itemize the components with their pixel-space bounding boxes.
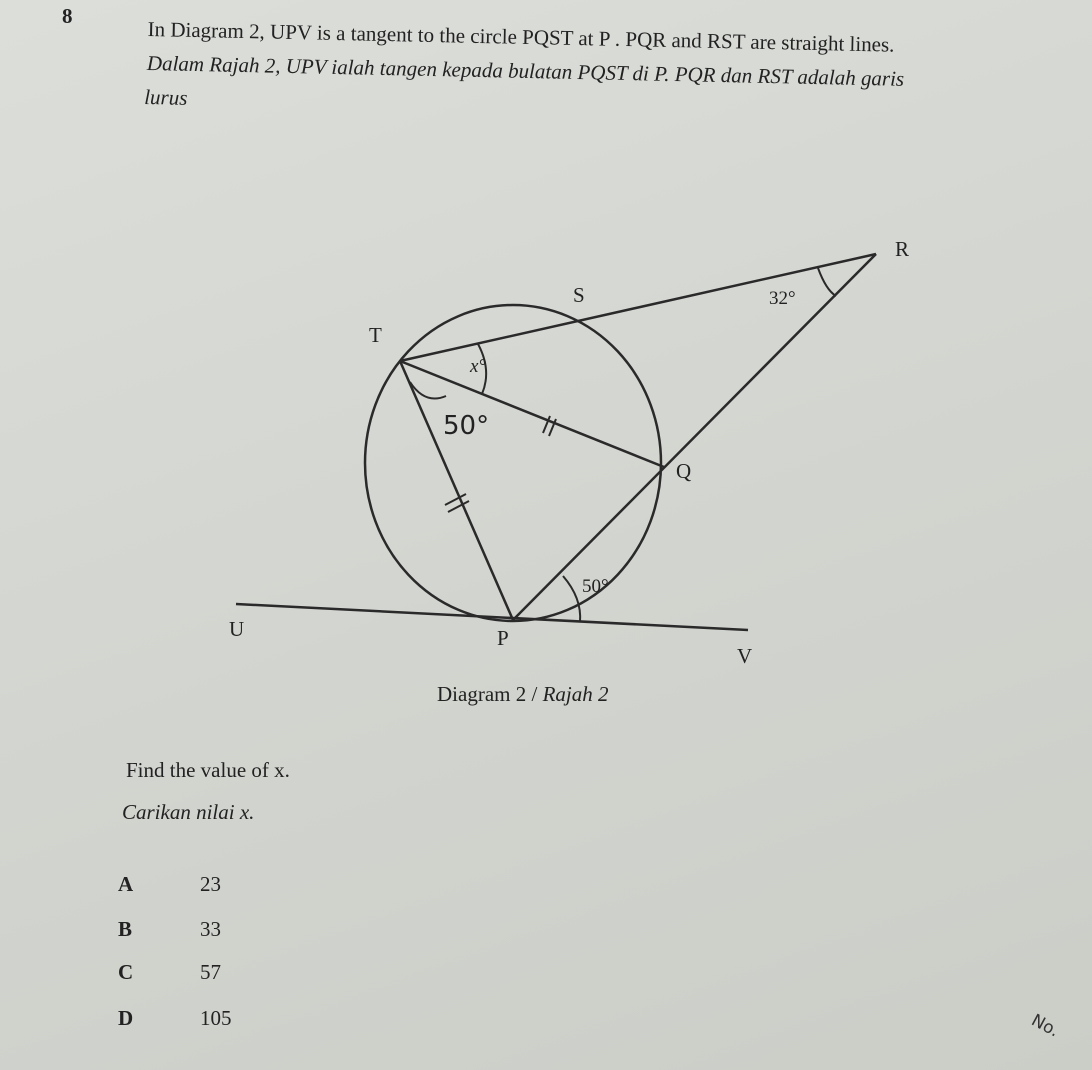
option-value: 57 bbox=[200, 960, 221, 984]
label-v: V bbox=[737, 644, 753, 668]
option-value: 23 bbox=[200, 872, 221, 896]
angle-label-r: 32° bbox=[769, 288, 796, 309]
option-letter: B bbox=[118, 917, 133, 941]
tangent-upv bbox=[236, 604, 748, 630]
label-q: Q bbox=[676, 459, 692, 483]
option-c[interactable] bbox=[118, 960, 221, 985]
question-malay-line2: lurus bbox=[143, 84, 188, 110]
angle-label-x: x° bbox=[470, 356, 487, 377]
option-letter: D bbox=[118, 1006, 134, 1030]
label-p: P bbox=[497, 626, 509, 650]
angle-arc-r bbox=[818, 268, 836, 296]
question-english: In Diagram 2, UPV is a tangent to the circle PQST at P . PQR and RST are straight lines. bbox=[147, 16, 895, 57]
caption-malay: Rajah 2 bbox=[542, 682, 609, 706]
caption-english: Diagram 2 / bbox=[437, 682, 543, 706]
line-pqr bbox=[513, 254, 876, 620]
option-letter: C bbox=[118, 960, 134, 984]
label-t: T bbox=[369, 323, 382, 347]
option-a[interactable] bbox=[118, 872, 221, 897]
line-tsr bbox=[400, 254, 876, 361]
question-malay-line1: Dalam Rajah 2, UPV ialah tangen kepada bulatan PQST di P. PQR dan RST adalah garis bbox=[146, 50, 905, 91]
prompt-malay: Carikan nilai x. bbox=[122, 800, 255, 824]
question-number: 8 bbox=[62, 4, 73, 28]
option-value: 33 bbox=[200, 917, 221, 941]
option-letter: A bbox=[118, 872, 134, 896]
option-b[interactable] bbox=[118, 917, 221, 942]
angle-label-p-50: 50° bbox=[582, 576, 609, 597]
option-value: 105 bbox=[200, 1006, 232, 1030]
diagram-caption bbox=[437, 682, 608, 707]
angle-arc-50-p bbox=[563, 576, 580, 622]
corner-note: No. bbox=[1027, 1010, 1063, 1042]
prompt-english: Find the value of x. bbox=[126, 758, 290, 782]
angle-label-t-50: 50° bbox=[443, 411, 490, 441]
option-d[interactable] bbox=[118, 1006, 232, 1031]
label-u: U bbox=[229, 617, 245, 641]
label-s: S bbox=[573, 283, 585, 307]
label-r: R bbox=[895, 237, 910, 261]
circle-pqst bbox=[365, 305, 661, 621]
